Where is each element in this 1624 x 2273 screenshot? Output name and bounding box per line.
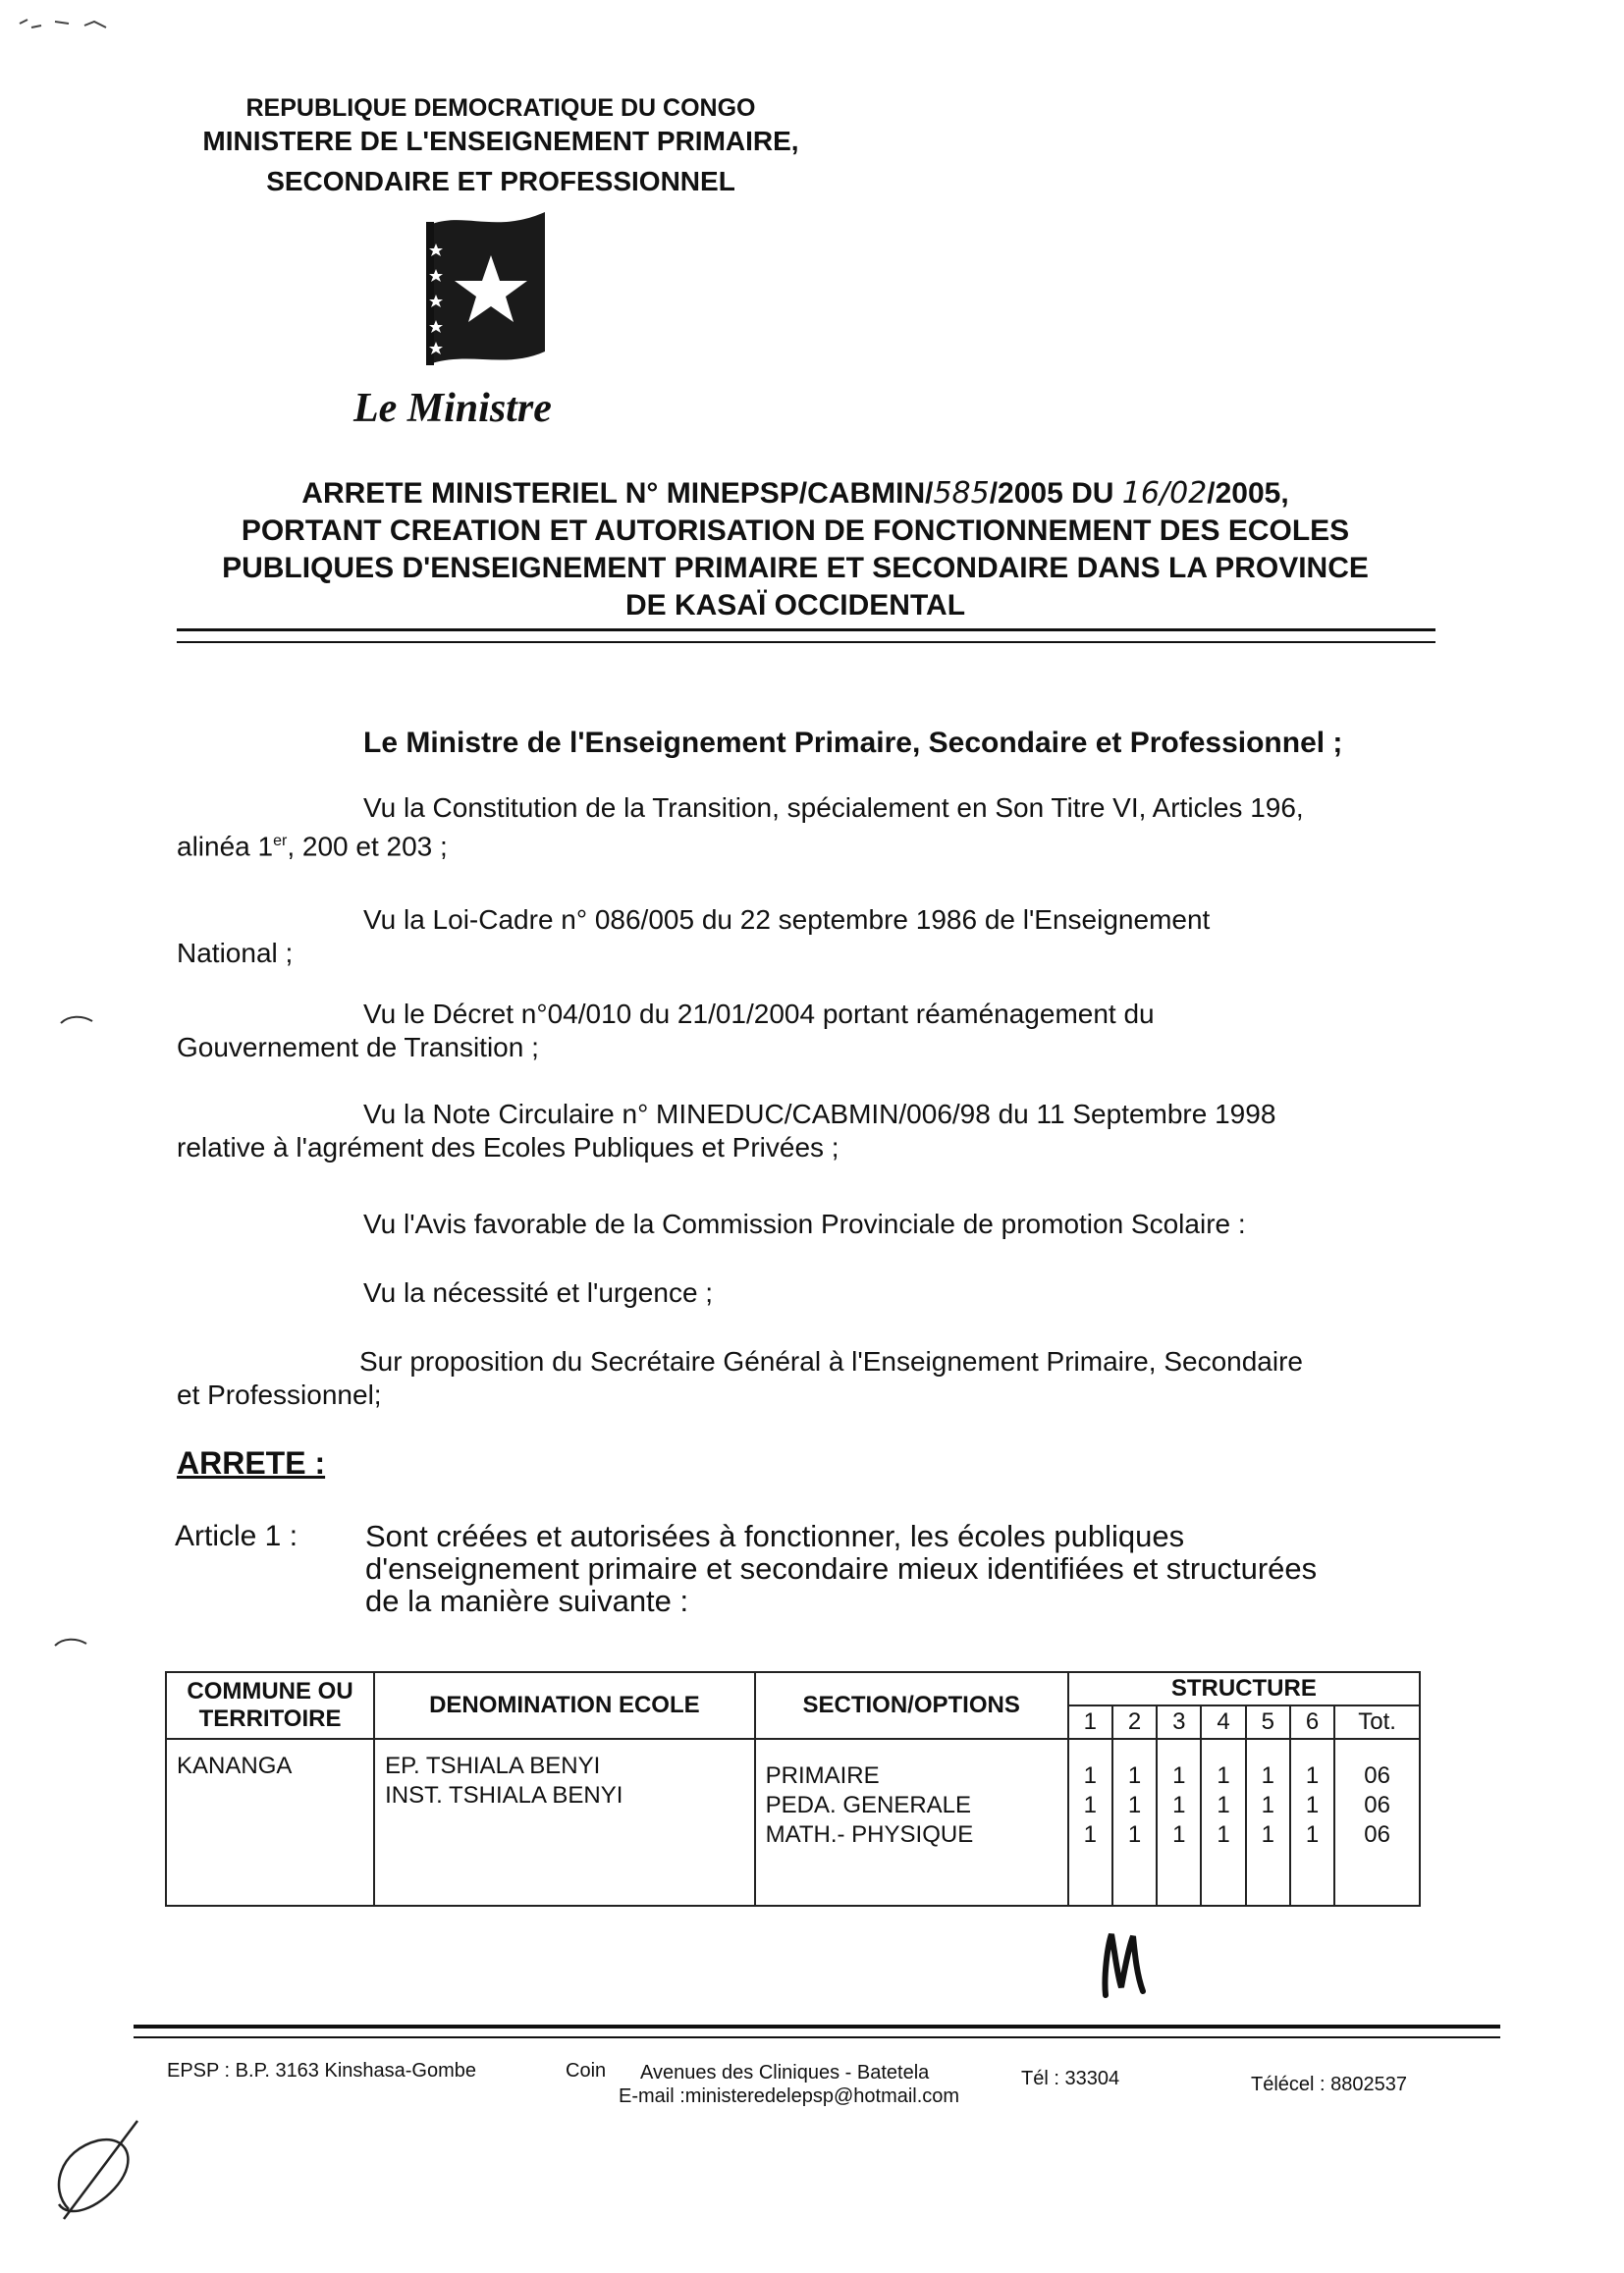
footer-tel: Tél : 33304 <box>1021 2068 1120 2089</box>
total-header: Tot. <box>1334 1705 1420 1739</box>
decree-title-line3: PUBLIQUES D'ENSEIGNEMENT PRIMAIRE ET SECONDAIRE DANS LA PROVINCE <box>222 552 1369 584</box>
decree-title-line2: PORTANT CREATION ET AUTORISATION DE FONCTIONNEMENT DES ECOLES <box>241 514 1350 547</box>
handwritten-initial-icon <box>1098 1926 1153 2005</box>
consideration-urgence: Vu la nécessité et l'urgence ; <box>363 1277 714 1308</box>
handwritten-signature-icon <box>39 2111 157 2229</box>
section-option: PRIMAIRE <box>765 1762 880 1789</box>
handwritten-decree-date: 16/02 <box>1121 476 1208 511</box>
consideration-proposition: Sur proposition du Secrétaire Général à l'Enseignement Primaire, Secondaire et Professionnel; <box>177 1346 1303 1410</box>
consideration-avis: Vu l'Avis favorable de la Commission Provinciale de promotion Scolaire : <box>363 1209 1246 1239</box>
consideration-constitution: Vu la Constitution de la Transition, spécialement en Son Titre VI, Articles 196, alinéa 1er, 200 et 203 ; <box>177 792 1304 862</box>
commune-cell: KANANGA <box>166 1739 374 1906</box>
table-row <box>166 1739 1420 1906</box>
minister-title: Le Ministre <box>353 386 552 431</box>
denomination-cell <box>374 1739 755 1906</box>
handwritten-decree-number: 585 <box>933 476 990 511</box>
footer-telecel: Télécel : 8802537 <box>1251 2074 1408 2095</box>
ministry-name: MINISTERE DE L'ENSEIGNEMENT PRIMAIRE, <box>202 126 799 156</box>
col-structure-header: STRUCTURE <box>1068 1672 1420 1705</box>
level-cell: 1 1 1 <box>1201 1739 1245 1906</box>
school-name: EP. TSHIALA BENYI <box>385 1753 601 1779</box>
level-cell: 1 1 1 <box>1068 1739 1112 1906</box>
footer-address: EPSP : B.P. 3163 Kinshasa-Gombe <box>167 2060 477 2082</box>
intro-statement: Le Ministre de l'Enseignement Primaire, Secondaire et Professionnel ; <box>363 727 1343 759</box>
schools-table <box>165 1671 1421 1907</box>
level-cell: 1 1 1 <box>1157 1739 1201 1906</box>
level-header: 2 <box>1112 1705 1157 1739</box>
consideration-note-circulaire: Vu la Note Circulaire n° MINEDUC/CABMIN/006/98 du 11 Septembre 1998 relative à l'agrément des Ecoles Publiques et Privées ; <box>177 1099 1276 1163</box>
footer-divider <box>134 2025 1500 2038</box>
margin-mark-icon <box>51 1634 90 1650</box>
section-option: PEDA. GENERALE <box>765 1792 972 1818</box>
col-section-header: SECTION/OPTIONS <box>755 1672 1068 1739</box>
article-1-label: Article 1 : <box>175 1520 298 1552</box>
level-header: 3 <box>1157 1705 1201 1739</box>
title-divider <box>177 628 1435 643</box>
section-option: MATH.- PHYSIQUE <box>765 1821 974 1848</box>
level-header: 5 <box>1246 1705 1290 1739</box>
level-header: 6 <box>1290 1705 1334 1739</box>
flag-emblem-icon <box>412 204 560 371</box>
footer-coin: Coin <box>566 2060 607 2082</box>
decree-number-line: ARRETE MINISTERIEL N° MINEPSP/CABMIN/585/2005 DU 16/02/2005, <box>301 476 1289 511</box>
level-cell: 1 1 1 <box>1290 1739 1334 1906</box>
level-header: 1 <box>1068 1705 1112 1739</box>
country-name: REPUBLIQUE DEMOCRATIQUE DU CONGO <box>245 94 756 122</box>
school-name: INST. TSHIALA BENYI <box>385 1782 623 1809</box>
decree-title <box>167 475 1424 624</box>
margin-mark-icon <box>57 1011 96 1027</box>
article-1-text: Sont créées et autorisées à fonctionner, les écoles publiques d'enseignement primaire et secondaire mieux identifiées et structurées de la manière suivante : <box>365 1519 1318 1618</box>
level-header: 4 <box>1201 1705 1245 1739</box>
level-cell: 1 1 1 <box>1246 1739 1290 1906</box>
footer-avenues: Avenues des Cliniques - Batetela <box>640 2062 930 2084</box>
ministry-name-cont: SECONDAIRE ET PROFESSIONNEL <box>266 166 735 196</box>
decree-title-line4: DE KASAÏ OCCIDENTAL <box>624 589 966 622</box>
level-cell: 1 1 1 <box>1112 1739 1157 1906</box>
footer-email: E-mail :ministeredelepsp@hotmail.com <box>619 2085 960 2107</box>
consideration-decret: Vu le Décret n°04/010 du 21/01/2004 portant réaménagement du Gouvernement de Transition ; <box>177 999 1155 1062</box>
corner-scribble-icon <box>16 10 124 37</box>
arrete-heading: ARRETE : <box>177 1445 326 1481</box>
total-cell: 06 06 06 <box>1334 1739 1420 1906</box>
section-cell <box>755 1739 1068 1906</box>
col-commune-header: COMMUNE OU TERRITOIRE <box>166 1672 374 1739</box>
col-denomination-header: DENOMINATION ECOLE <box>374 1672 755 1739</box>
consideration-loi-cadre: Vu la Loi-Cadre n° 086/005 du 22 septembre 1986 de l'Enseignement National ; <box>177 904 1211 968</box>
